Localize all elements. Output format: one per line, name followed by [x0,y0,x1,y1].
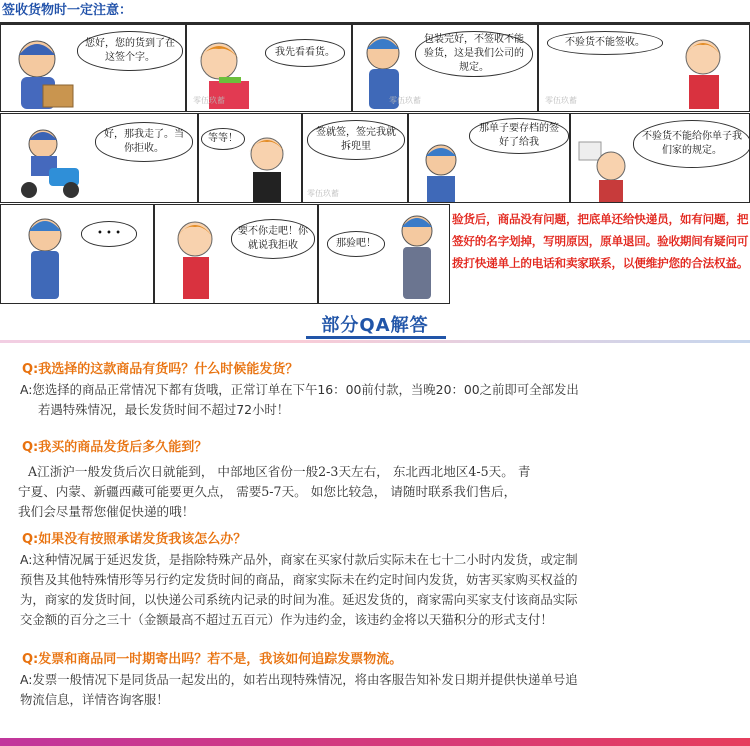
speech-bubble-10: • • • [81,221,137,247]
answer-line: 物流信息，详情咨询客服！ [20,692,169,707]
courier-figure-icon [7,33,77,111]
speech-bubble-12: 那验吧！ [327,231,385,257]
bottom-accent-bar [0,738,750,746]
question: Q:如果没有按照承诺发货我该怎么办？ [22,532,247,547]
qa-item-2 [0,438,750,522]
speech-bubble-6: 等等！ [201,128,245,150]
courier-agree-icon [387,209,447,303]
qa-title-underline [306,336,446,339]
answer-line: 交金额的百分之三十（金额最高不超过五百元）作为违约金，该违约金将以天猫积分的形式支付！ [20,612,553,627]
question: Q:我买的商品发货后多久能到？ [22,440,208,455]
comic-panel-2 [186,24,352,112]
comic-panel-10 [0,204,154,304]
qa-title: 部分QA解答 [321,315,429,336]
comic-panel-7 [302,113,408,203]
speech-bubble-1: 您好，您的货到了在这签个字。 [77,31,183,71]
comic-panel-1 [0,24,186,112]
comic-panel-11 [154,204,318,304]
speech-bubble-11: 要不你走吧！你就说我拒收 [231,219,315,259]
answer-line: A:您选择的商品正常情况下都有货哦，正常订单在下午16：00前付款，当晚20：00之前即可全部发出 [20,382,579,397]
customer-calling-icon [227,128,301,203]
comic-panel-6 [198,113,302,203]
customer-pointing-icon [667,31,737,111]
answer-line: 为，商家的发货时间，以快递公司系统内记录的时间为准。延迟发货的，商家需向买家支付该商品实际 [20,592,578,607]
courier-scooter-icon [9,124,89,202]
qa-item-1 [0,360,750,420]
speech-bubble-8: 那单子要存档的签好了给我 [469,118,569,154]
comic-panel-9 [570,113,750,203]
comic-panel-3 [352,24,538,112]
customer-holding-paper-icon [573,138,633,202]
comic-panel-5 [0,113,198,203]
watermark: 零伍玖蓄 [545,96,577,105]
speech-bubble-3: 包装完好，不签收不能验货，这是我们公司的规定。 [415,31,533,77]
watermark: 零伍玖蓄 [193,96,225,105]
watermark: 零伍玖蓄 [389,96,421,105]
answer-line: 预售及其他特殊情形等另行约定发货时间的商品，商家实际未在约定时间内发货，妨害买家购买权益的 [20,572,578,587]
answer-line: 若遇特殊情况，最长发货时间不超过72小时！ [38,402,290,417]
divider [0,340,750,343]
notice-title: 签收货物时一定注意： [2,3,133,18]
qa-item-4 [0,650,750,710]
comic-panel-12 [318,204,450,304]
speech-bubble-5: 好，那我走了。当你拒收。 [95,122,193,162]
answer-line: A:这种情况属于延迟发货，是指除特殊产品外，商家在买家付款后实际未在七十二小时内发货，或定制 [20,552,578,567]
customer-thinking-icon [161,213,227,301]
qa-item-3 [0,530,750,630]
speech-bubble-2: 我先看看货。 [265,39,345,67]
comic-strip [0,22,750,304]
answer-line: 我们会尽量帮您催促快递的哦！ [18,504,195,519]
answer-line: A江浙沪一般发货后次日就能到， 中部地区省份一般2-3天左右， 东北西北地区4-5天。 青 [28,464,531,479]
answer-line: 宁夏、内蒙、新疆西藏可能要更久点， 需要5-7天。 如您比较急， 请随时联系我们售后， [18,484,517,499]
watermark: 零伍玖蓄 [307,189,339,198]
courier-thinking-icon [15,211,75,303]
speech-bubble-4: 不验货不能签收。 [547,31,663,55]
notice-instructions: 验货后，商品没有问题，把底单还给快递员，如有问题，把签好的名字划掉，写明原因，原单退回。验收期间有疑问可拨打快递单上的电话和卖家联系，以便维护您的合法权益。 [452,212,749,270]
answer-line: A:发票一般情况下是同货品一起发出的，如若出现特殊情况，将由客服告知补发日期并提供快递单号追 [20,672,578,687]
speech-bubble-9: 不验货不能给你单子我们家的规定。 [633,120,750,168]
courier-waiting-icon [411,140,471,202]
comic-panel-8 [408,113,570,203]
comic-panel-4 [538,24,750,112]
question: Q:我选择的这款商品有货吗？什么时候能发货？ [22,362,299,377]
question: Q:发票和商品同一时期寄出吗？若不是，我该如何追踪发票物流。 [22,652,403,667]
speech-bubble-7: 签就签，签完我就拆兜里 [307,120,405,160]
